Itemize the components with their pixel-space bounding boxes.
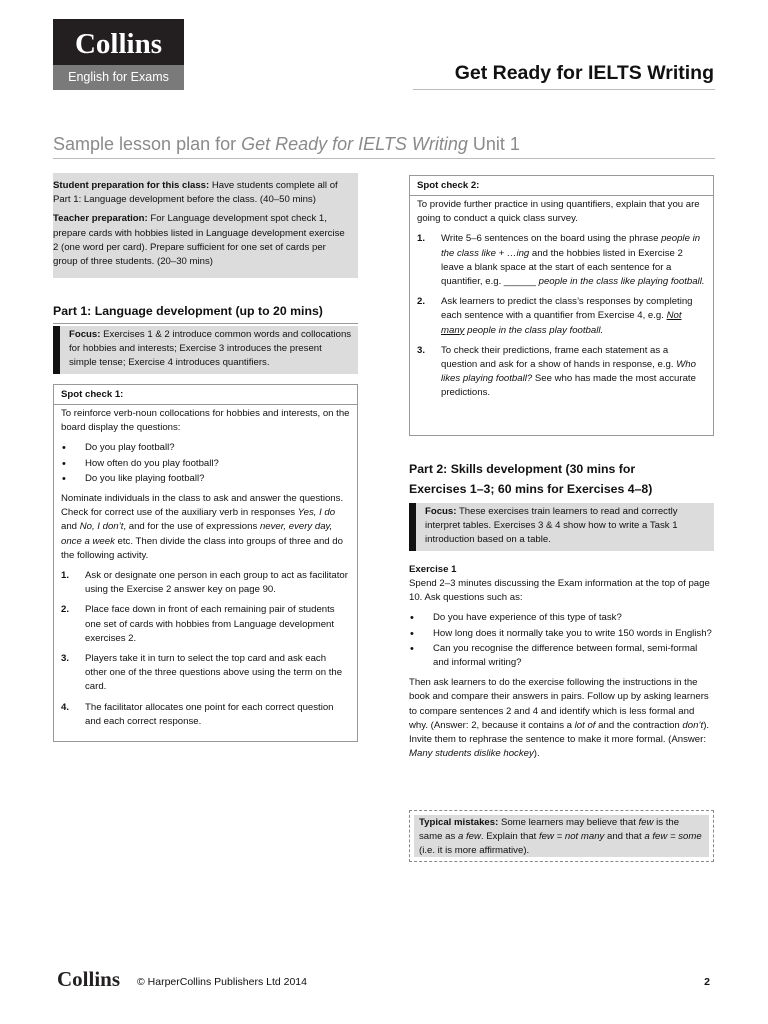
text-run: Some learners may believe that: [498, 817, 639, 828]
text-run: Then ask learners to do the exercise following the instructions in the book and compare their answers in pairs. Follow up by asking learners to compare sentences 2 and 4 and identify which is less formal and why. (Answer: 2, because it contains a: [409, 677, 709, 731]
focus-label: Focus:: [69, 329, 101, 340]
text-run: few = not many: [539, 831, 605, 843]
list-item: [61, 652, 350, 695]
step-text: Ask or designate one person in each group to act as facilitator using the Exercise 2 answer key on page 90.: [85, 570, 348, 596]
step-text: Players take it in turn to select the top card and ask each other one of the three questions above using the term on the card.: [85, 653, 343, 693]
step-number: 1.: [61, 570, 70, 582]
typical-mistakes-text: [414, 815, 709, 857]
list-item: [61, 603, 350, 646]
lesson-title-divider: [53, 158, 715, 159]
page-number: 2: [704, 976, 710, 988]
list-item: [417, 344, 706, 401]
collins-logo: [53, 19, 184, 90]
mistakes-label: Typical mistakes:: [419, 817, 499, 828]
text-run: ).: [533, 748, 540, 760]
part1-divider: [53, 323, 358, 324]
step-number: 4.: [61, 701, 70, 713]
book-title: Get Ready for IELTS Writing: [454, 62, 714, 84]
text-run: Who likes playing football?: [441, 359, 696, 385]
text-run: See who has made the most accurate predictions.: [441, 373, 696, 399]
text-run: and the hobbies listed in Exercise 2 leave a blank space at the start of each sentence for a quantifier, e.g. ______: [441, 247, 683, 288]
list-item: [61, 569, 350, 597]
text-run: Nominate individuals in the class to ask and answer the questions. Check for correct use of the auxiliary verb in responses: [61, 493, 344, 519]
copyright: © HarperCollins Publishers Ltd 2014: [137, 976, 307, 988]
text-run: ). Invite them to rephrase the sentence to make it more formal. (Answer:: [409, 719, 710, 746]
typical-mistakes-box: [409, 810, 714, 862]
question-list: [61, 441, 350, 486]
exercise-1-heading: Exercise 1: [409, 564, 457, 575]
part1-focus-box: [53, 326, 358, 374]
spot-check-1-paragraph: [61, 492, 350, 563]
list-item: • Do you play football?: [61, 441, 350, 455]
text-run: lot of: [574, 719, 596, 731]
lesson-title-unit: Unit 1: [467, 134, 520, 154]
list-item: • How long does it normally take you to write 150 words in English?: [409, 627, 714, 641]
text-run: few: [638, 817, 654, 828]
step-number: 2.: [61, 604, 70, 616]
spot-check-1-box: [53, 384, 358, 742]
list-item: • Do you have experience of this type of task?: [409, 611, 714, 625]
text-run: and that: [604, 831, 645, 843]
text-run: Write 5–6 sentences on the board using the phrase: [441, 233, 662, 245]
text-run: never, every day, once a week: [61, 521, 333, 547]
text-run: people in the class like playing football.: [538, 276, 705, 288]
survey-steps: [417, 232, 706, 400]
text-run: people in the class play football.: [464, 324, 604, 336]
step-number: 1.: [417, 233, 426, 245]
lesson-title-prefix: Sample lesson plan for: [53, 134, 242, 154]
focus-text: These exercises train learners to read and correctly interpret tables. Exercises 3 & 4 show how to write a Task 1 introduction based on a table.: [425, 506, 678, 546]
logo-wordmark: Collins: [53, 19, 184, 65]
text-run: a few: [457, 831, 481, 843]
spot-check-2-body: [410, 196, 713, 411]
text-run: a few = some: [644, 831, 702, 843]
teacher-preparation-label: Teacher preparation:: [53, 213, 148, 225]
text-run: and the contraction: [595, 719, 683, 731]
text-run: . Explain that: [480, 831, 540, 843]
list-item: [417, 232, 706, 289]
text-run: Not many: [441, 310, 682, 336]
step-number: 2.: [417, 296, 426, 308]
spot-check-2-intro: To provide further practice in using quantifiers, explain that you are going to conduct a quick class survey.: [417, 199, 700, 225]
step-text: The facilitator allocates one point for each correct question and each correct response.: [85, 701, 334, 727]
exercise-1-content: [409, 577, 714, 767]
part2-heading: [409, 459, 714, 499]
text-run: and: [61, 521, 80, 533]
lesson-title-book: Get Ready for IELTS Writing: [241, 134, 468, 154]
text-run: Ask learners to predict the class’s responses by completing each sentence with a quantifier from Exercise 4, e.g.: [441, 296, 693, 322]
spot-check-1-body: [54, 405, 357, 739]
discussion-questions: [409, 611, 714, 670]
text-run: etc. Then divide the class into groups of three and do the following activity.: [61, 535, 343, 561]
list-item: [417, 295, 706, 338]
student-preparation-text: Have students complete all of Part 1: Language development before the class. (40–50 mins): [53, 180, 338, 206]
list-item: • How often do you play football?: [61, 457, 350, 471]
part1-heading: Part 1: Language development (up to 20 mins): [53, 304, 323, 318]
list-item: • Do you like playing football?: [61, 472, 350, 486]
text-run: is the same as: [419, 817, 680, 843]
part2-focus-box: [409, 503, 714, 551]
activity-steps: [61, 569, 350, 729]
teacher-preparation: [53, 212, 350, 269]
teacher-preparation-text: For Language development spot check 1, prepare cards with hobbies listed in Language development exercise 2 (one word per card). Prepare sufficient for one set of cards per group of three students. (20–30 mins): [53, 213, 345, 268]
list-item: • Can you recognise the difference between formal, semi-formal and informal writing?: [409, 642, 714, 670]
step-number: 3.: [61, 653, 70, 665]
spot-check-1-intro: To reinforce verb-noun collocations for hobbies and interests, on the board display the questions:: [61, 408, 350, 434]
text-run: To check their predictions, frame each statement as a question and ask for a show of hands in response, e.g.: [441, 344, 677, 371]
text-run: people in the class like + …ing: [441, 233, 701, 259]
text-run: No, I don’t: [79, 521, 124, 533]
spot-check-2-box: [409, 175, 714, 436]
student-preparation: [53, 179, 350, 207]
spot-check-2-title: Spot check 2:: [410, 176, 713, 196]
text-run: Yes, I do: [297, 507, 336, 519]
step-text: Place face down in front of each remaining pair of students one set of cards with hobbies from Language development exercises 2.: [85, 604, 335, 644]
footer-logo: Collins: [57, 967, 121, 991]
preparation-box: [53, 173, 358, 278]
logo-subtitle: English for Exams: [53, 65, 184, 90]
list-item: [61, 701, 350, 729]
focus-text: Exercises 1 & 2 introduce common words and collocations for hobbies and interests; Exercise 3 introduces the present simple tense; Exercise 4 introduces quantifiers.: [69, 329, 352, 369]
lesson-title: [53, 132, 520, 156]
focus-label: Focus:: [425, 506, 457, 517]
text-run: don’t: [682, 719, 704, 731]
text-run: Many students dislike hockey: [409, 748, 534, 760]
text-run: , and for the use of expressions: [123, 521, 260, 533]
part2-heading-line: Exercises 1–3; 60 mins for Exercises 4–8): [409, 482, 653, 496]
step-number: 3.: [417, 344, 426, 356]
exercise-1-paragraph: [409, 676, 714, 761]
part2-heading-line: Part 2: Skills development (30 mins for: [409, 462, 636, 476]
exercise-1-intro: Spend 2–3 minutes discussing the Exam information at the top of page 10. Ask questions such as:: [409, 578, 710, 604]
text-run: (i.e. it is more affirmative).: [419, 845, 530, 857]
spot-check-1-title: Spot check 1:: [54, 385, 357, 405]
student-preparation-label: Student preparation for this class:: [53, 180, 210, 191]
header-divider: [413, 89, 715, 90]
